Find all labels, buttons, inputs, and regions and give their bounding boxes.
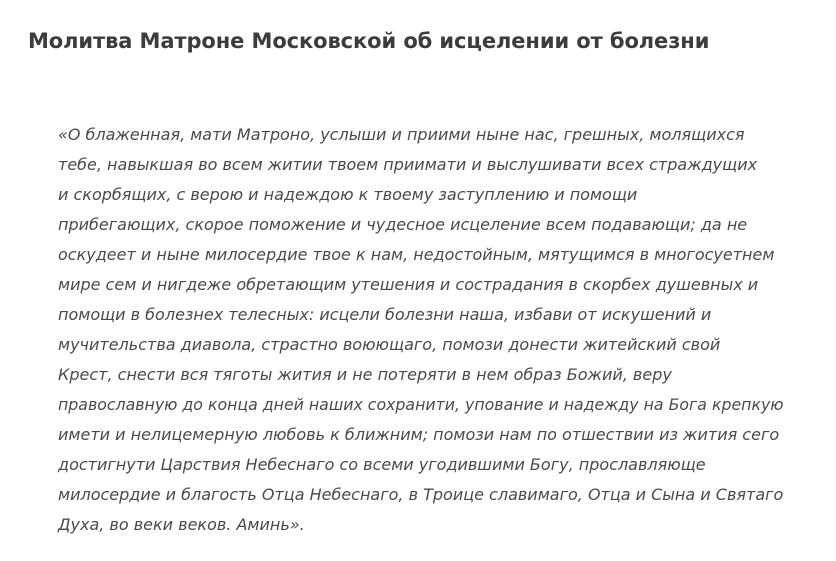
prayer-line: оскудеет и ныне милосердие твое к нам, недостойным, мятущимся в многосуетнем [58, 245, 775, 264]
prayer-line: Духа, во веки веков. Аминь». [58, 515, 305, 534]
prayer-line: помощи в болезнех телесных: исцели болезни наша, избави от искушений и [58, 305, 712, 324]
prayer-line: православную до конца дней наших сохранити, упование и надежду на Бога крепкую [58, 395, 784, 414]
prayer-line: мире сем и нигдеже обретающим утешения и сострадания в скорбех душевных и [58, 275, 759, 294]
prayer-line: имети и нелицемерную любовь к ближним; помози нам по отшествии из жития сего [58, 425, 780, 444]
prayer-line: тебе, навыкшая во всем житии твоем приимати и выслушивати всех страждущих [58, 155, 758, 174]
page-title: Молитва Матроне Московской об исцелении от болезни [28, 29, 710, 53]
prayer-line: «О блаженная, мати Матроно, услыши и приими ныне нас, грешных, молящихся [58, 125, 745, 144]
prayer-line: достигнути Царствия Небеснаго со всеми угодившими Богу, прославляюще [58, 455, 706, 474]
prayer-line: Крест, снести вся тяготы жития и не потеряти в нем образ Божий, веру [58, 365, 672, 384]
prayer-quote [58, 120, 788, 540]
prayer-line: милосердие и благость Отца Небеснаго, в Троице славимаго, Отца и Сына и Святаго [58, 485, 784, 504]
prayer-line: прибегающих, скорое поможение и чудесное исцеление всем подавающи; да не [58, 215, 748, 234]
prayer-line: и скорбящих, с верою и надеждою к твоему заступлению и помощи [58, 185, 638, 204]
prayer-line: мучительства диавола, страстно воюющаго, помози донести житейский свой [58, 335, 721, 354]
